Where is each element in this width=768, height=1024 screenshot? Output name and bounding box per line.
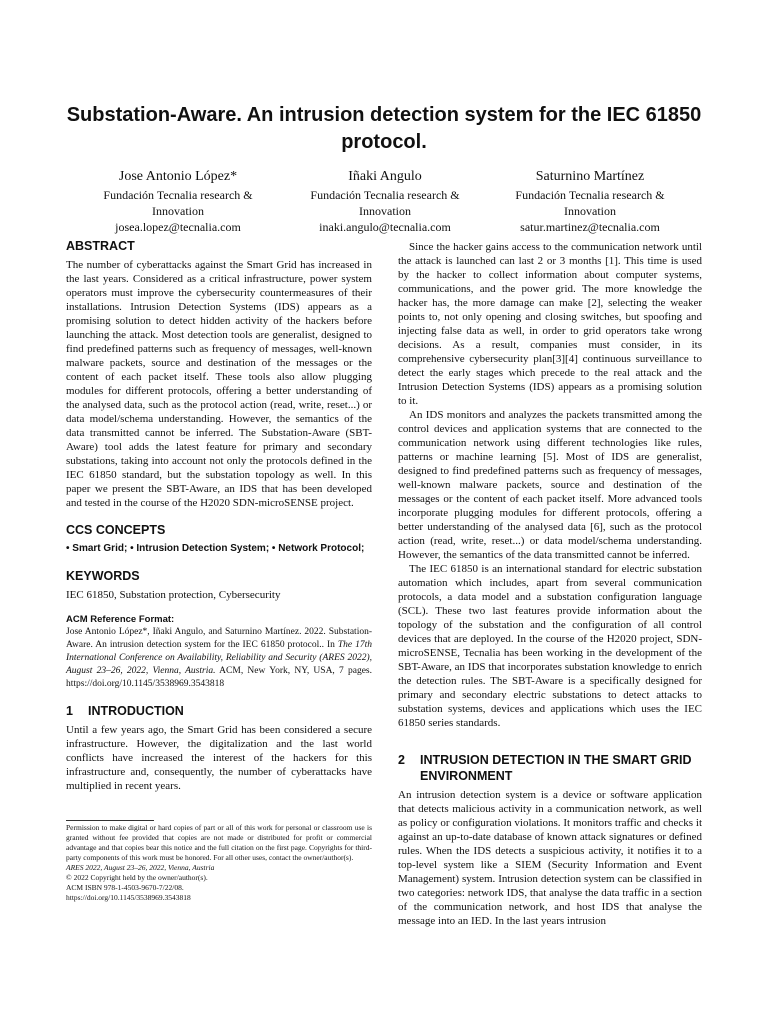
author-affiliation-line-2: Innovation	[564, 204, 616, 218]
section-number: 1	[66, 704, 73, 718]
author-affiliation-line-2: Innovation	[359, 204, 411, 218]
author-email: josea.lopez@tecnalia.com	[115, 220, 241, 234]
right-column	[398, 240, 702, 928]
abstract-text: The number of cyberattacks against the Smart Grid has increased in the last years. Considered as a critical infrastructure, power system operators must improve the cybersecurity countermeasures of their installations. Intrusion Detection Systems (IDS) appears as a promising solution to detect hidden activity of the hackers before launching the attack. Most detection tools are generalist, designed to find predefined patterns such as frequency of messages, well-known malware packets, source and destination of the messages or the content of each packet itself. These tools also allow plugging modules for different protocols, offering a better understanding of the analysed data, such as the protocol action (read, write, reset...) or data model/schema understanding. However, the semantics of the data transmitted cannot be inferred. The Substation-Aware (SBT-Aware) tool adds the latest feature for primary and secondary substations, taking into account not only the protocols defined in the IEC 61850 standard, but the substation topology as well. In this paper we present the SBT-Aware, an IDS that has been developed and tested in the course of the H2020 SDN-microSENSE project.	[66, 259, 372, 509]
author-block	[270, 168, 500, 235]
permission-notice: Permission to make digital or hard copies of part or all of this work for personal or classroom use is granted without fee provided that copies are not made or distributed for profit or commercial advantage and that copies bear this notice and the full citation on the first page. Copyrights for third-party components of this work must be honored. For all other uses, contact the owner/author(s).	[66, 823, 372, 862]
introduction-paragraph: Until a few years ago, the Smart Grid has been considered a secure infrastructure. However, the digitalization and the last world conflicts have increased the interest of the hackers for this infrastructure and, consequently, the number of cyberattacks have multiplied in recent years.	[66, 724, 372, 792]
acm-reference-text-end: ACM, New York, NY, USA, 7 pages. https://doi.org/10.1145/3538969.3543818	[66, 666, 372, 689]
author-name: Iñaki Angulo	[348, 169, 422, 184]
introduction-paragraph: An IDS monitors and analyzes the packets transmitted among the control devices and application systems that are connected to the communication network using different technologies like rules, patterns or machine learning [5]. Most of IDS are generalist, designed to find predefined patterns such as frequency of messages, well-known malware packets, source and destination of the messages or the content of each packet itself. More advanced tools incorporate plugging modules for different protocols, offering a better understanding of the analysed data [6], such as the protocol action (read, write, reset...) or data model/schema understanding. However, the semantics of the data transmitted cannot be inferred.	[398, 409, 702, 561]
ccs-concepts: • Smart Grid; • Intrusion Detection System; • Network Protocol;	[66, 543, 365, 554]
author-affiliation-line-2: Innovation	[152, 204, 204, 218]
section-title: INTRUSION DETECTION IN THE SMART GRID ENVIRONMENT	[420, 753, 692, 783]
abstract-heading: ABSTRACT	[66, 239, 135, 253]
footnote-rule	[66, 820, 154, 821]
keywords-text: IEC 61850, Substation protection, Cybersecurity	[66, 589, 281, 601]
paper-title: Substation-Aware. An intrusion detection system for the IEC 61850 protocol.	[66, 104, 702, 153]
acm-reference-venue: The 17th International Conference on Availability, Reliability and Security (ARES 2022), August 23–26, 2022, Vienna, Austria.	[66, 640, 373, 676]
introduction-paragraph: Since the hacker gains access to the communication network until the attack is launched can last 2 or 3 months [1]. This time is used by the hacker to collect information about computer systems, communications, and the power grid. The more knowledge the hacker has, the more damage can make [2], selecting the weaker points to, not only opening and closing switches, but spoofing and injecting false data as well, in order to grid operators take wrong decisions. As a result, companies must consider, in its comprehensive cybersecurity plan[3][4] continuous surveillance to detect the early stages which precede to the real attack and the Intrusion Detection Systems (IDS) appears as a promising solution to it.	[398, 241, 702, 407]
footnote-doi: https://doi.org/10.1145/3538969.3543818	[66, 893, 191, 902]
section-number: 2	[398, 753, 405, 767]
copyright-footnote	[66, 823, 372, 903]
author-affiliation: Fundación Tecnalia research &	[310, 188, 460, 202]
acm-reference-text: Jose Antonio López*, Iñaki Angulo, and Saturnino Martínez. 2022. Substation-Aware. An intrusion detection system for the IEC 61850 protocol.. In	[66, 627, 372, 650]
ccs-heading: CCS CONCEPTS	[66, 523, 166, 537]
author-name: Saturnino Martínez	[535, 169, 645, 184]
author-block	[475, 168, 705, 235]
author-affiliation: Fundación Tecnalia research &	[103, 188, 253, 202]
footnote-venue: ARES 2022, August 23–26, 2022, Vienna, Austria	[66, 863, 215, 872]
author-name: Jose Antonio López*	[118, 169, 238, 184]
section-2-heading	[398, 752, 702, 784]
introduction-heading	[66, 703, 372, 719]
introduction-paragraph: The IEC 61850 is an international standard for electric substation automation which includes, apart from several communication protocols, a data model and a substation configuration language (SCL). These two last features provide information about the topology of the substation and the configuration of all control devices that are deployed. In the course of the H2020 project, SDN-microSENSE, Tecnalia has been working in the development of the SBT-Aware, an IDS that incorporates substation knowledge to enrich the detection rules. The SBT-Aware is a specifically designed for primary and secondary electric substations to detect attacks to substation systems, devices and applications which uses the IEC 61850 series standards.	[398, 563, 702, 729]
footnote-isbn: ACM ISBN 978-1-4503-9670-7/22/08.	[66, 883, 184, 892]
author-email: satur.martinez@tecnalia.com	[520, 220, 660, 234]
acm-reference-heading: ACM Reference Format:	[66, 614, 175, 625]
section-title: INTRODUCTION	[88, 704, 184, 718]
author-email: inaki.angulo@tecnalia.com	[319, 220, 451, 234]
author-block	[63, 168, 293, 235]
author-affiliation: Fundación Tecnalia research &	[515, 188, 665, 202]
section-2-paragraph: An intrusion detection system is a device or software application that detects malicious activity in a communication network, as well as policy or configuration violations. It monitors traffic and checks it against an up-to-date database of known attack signatures or defined rules. When the IDS detects a suspicious activity, it notifies it to a top-level system like a SIEM (Security Information and Event Management) system. Intrusion detection system can be classified in two categories: network IDS, that analyse the data traffic in a section of the communication network, and host IDS that analyse the message into an IED. In the last years intrusion	[398, 789, 702, 927]
acm-reference	[66, 626, 372, 691]
keywords-heading: KEYWORDS	[66, 569, 140, 583]
footnote-copyright: © 2022 Copyright held by the owner/author(s).	[66, 873, 208, 882]
left-column	[66, 238, 372, 793]
